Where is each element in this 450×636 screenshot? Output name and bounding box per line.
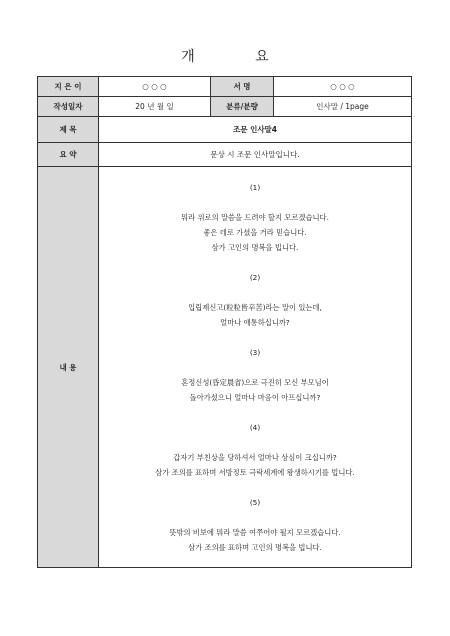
content-line: 뭐라 위로의 말씀을 드려야 할지 모르겠습니다. xyxy=(181,212,329,222)
content-line: 좋은 데로 가셨을 거라 믿습니다. xyxy=(203,227,307,237)
author-label: 지 은 이 xyxy=(38,77,99,97)
content-line: (3) xyxy=(249,347,261,357)
subject-label: 제 목 xyxy=(38,117,99,143)
document-title: 개 요 xyxy=(181,49,297,65)
blank-line xyxy=(99,330,411,345)
blank-line xyxy=(99,285,411,300)
content-line: (1) xyxy=(249,182,261,192)
category-value: 인사말 / 1page xyxy=(274,97,412,117)
category-label: 분류/분량 xyxy=(211,97,274,117)
blank-line xyxy=(99,360,411,375)
content-lines xyxy=(99,180,411,555)
summary-value: 문상 시 조문 인사말입니다. xyxy=(99,143,412,167)
blank-line xyxy=(99,405,411,420)
content-line: (4) xyxy=(249,422,261,432)
content-line: 삼가 고인의 명복을 빕니다. xyxy=(211,242,299,252)
subject-value: 조문 인사말4 xyxy=(99,117,412,143)
blank-line xyxy=(99,510,411,525)
author-value: ○ ○ ○ xyxy=(99,77,211,97)
content-body xyxy=(99,167,412,568)
signature-value: ○ ○ ○ xyxy=(274,77,412,97)
summary-form-table xyxy=(37,76,412,568)
content-line: 삼가 조의를 표하며 서방정토 극락세계에 왕생하시기를 빕니다. xyxy=(155,467,355,477)
content-line: 갑자기 부친상을 당하셔서 얼마나 상심이 크십니까? xyxy=(173,452,337,462)
blank-line xyxy=(99,255,411,270)
summary-label: 요 약 xyxy=(38,143,99,167)
content-line: (2) xyxy=(249,272,261,282)
content-line: 삼가 조의를 표하며 고인의 명복을 빕니다. xyxy=(188,542,322,552)
blank-line xyxy=(99,435,411,450)
content-line: 혼정신성(昏定晨省)으로 극진히 모신 부모님이 xyxy=(181,377,329,387)
content-line: 입립제신고(粒粒皆辛苦)라는 말이 있는데, xyxy=(188,302,322,312)
content-line: 돌아가셨으니 얼마나 마음이 아프십니까? xyxy=(189,392,321,402)
content-line: 얼마나 애통하십니까? xyxy=(220,317,290,327)
blank-line xyxy=(99,195,411,210)
date-value: 20 년 월 일 xyxy=(99,97,211,117)
content-line: (5) xyxy=(249,497,261,507)
content-label: 내 용 xyxy=(38,167,99,568)
signature-label: 서 명 xyxy=(211,77,274,97)
content-line: 뜻밖의 비보에 뭐라 말씀 여쭈어야 될지 모르겠습니다. xyxy=(169,527,341,537)
blank-line xyxy=(99,480,411,495)
date-label: 작성일자 xyxy=(38,97,99,117)
